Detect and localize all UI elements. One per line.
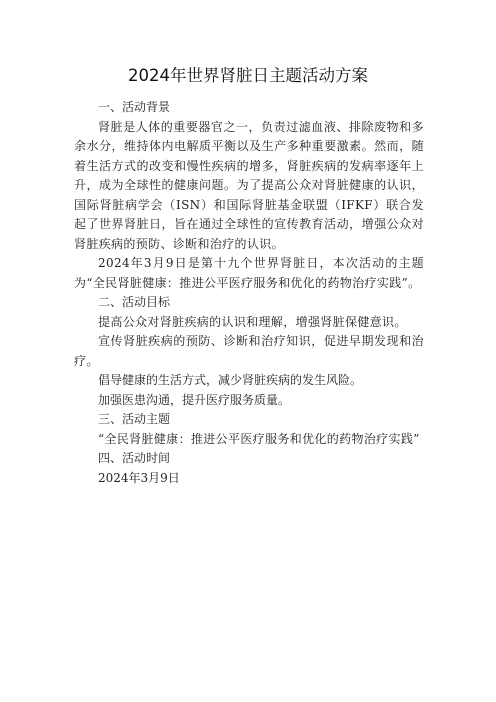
time-paragraph: 2024年3月9日 <box>98 470 180 485</box>
section-heading-time: 四、活动时间 <box>98 451 171 465</box>
theme-paragraph: “全民肾脏健康：推进公平医疗服务和优化的药物治疗实践” <box>98 431 420 446</box>
section-heading-background: 一、活动背景 <box>98 100 171 114</box>
goal-paragraph-1: 提高公众对肾脏疾病的认识和理解，增强肾脏保健意识。 <box>98 314 407 329</box>
section-heading-theme: 三、活动主题 <box>98 412 171 426</box>
background-paragraph-2: 2024年3月9日是第十九个世界肾脏日，本次活动的主题为“全民肾脏健康：推进公平医疗服务和优化的药物治疗实践”。 <box>74 256 424 290</box>
section-goals <box>74 293 424 410</box>
goal-paragraph-4: 加强医患沟通，提升医疗服务质量。 <box>98 392 291 407</box>
section-heading-goals: 二、活动目标 <box>98 295 171 309</box>
section-background <box>74 98 424 293</box>
section-time <box>74 449 424 488</box>
background-paragraph-1: 肾脏是人体的重要器官之一，负责过滤血液、排除废物和多余水分，维持体内电解质平衡以及生产多种重要激素。然而，随着生活方式的改变和慢性疾病的增多，肾脏疾病的发病率逐年上升，成为全球性的健康问题。为了提高公众对肾脏健康的认识，国际肾脏病学会（ISN）和国际肾脏基金联盟（IFKF）联合发起了世界肾脏日，旨在通过全球性的宣传教育活动，增强公众对肾脏疾病的预防、诊断和治疗的认识。 <box>74 119 424 251</box>
goal-paragraph-2: 宣传肾脏疾病的预防、诊断和治疗知识，促进早期发现和治疗。 <box>74 334 424 368</box>
document-title: 2024年世界肾脏日主题活动方案 <box>128 66 368 85</box>
document-body <box>74 98 424 488</box>
section-theme <box>74 410 424 449</box>
goal-paragraph-3: 倡导健康的生活方式，减少肾脏疾病的发生风险。 <box>98 373 363 387</box>
